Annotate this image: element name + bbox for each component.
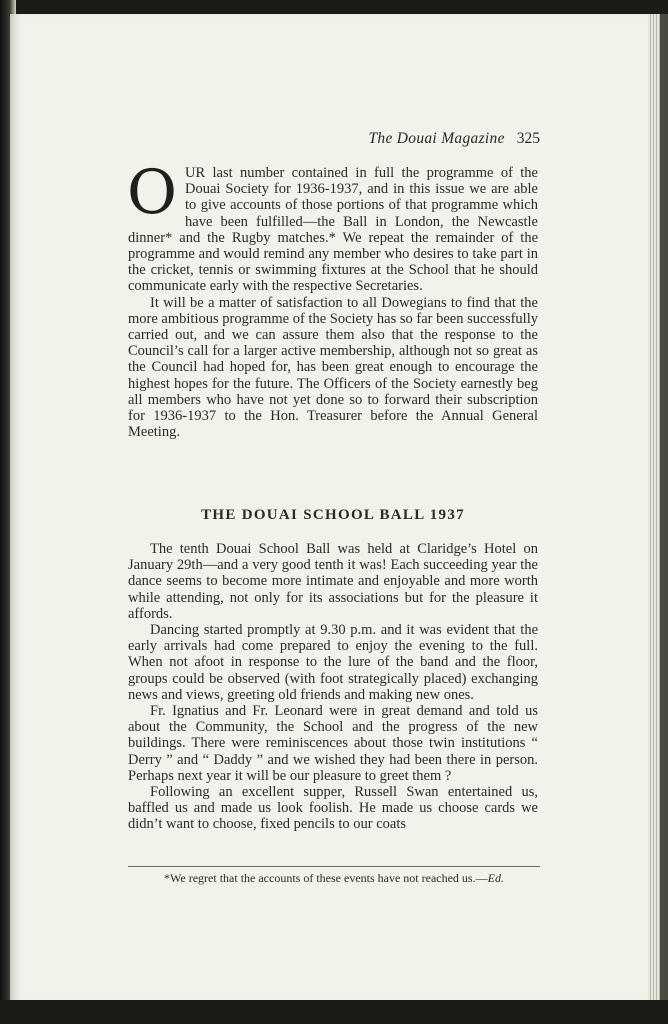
book-cover-edge bbox=[660, 14, 668, 1002]
footnote-text: *We regret that the accounts of these events have not reached us.— bbox=[164, 871, 488, 885]
ball-article-body bbox=[128, 541, 538, 833]
footnote-divider bbox=[128, 866, 540, 867]
page-number: 325 bbox=[516, 130, 540, 147]
footnote bbox=[128, 871, 540, 885]
intro-paragraph: It will be a matter of satisfaction to all Dowegians to find that the more ambitious programme of the Society has so far been successfully carried out, and we can assure them also that the response to the Council’s call for a larger active membership, although not so great as the Council had hoped for, has been great enough to encourage the highest hopes for the future. The Officers of the Society earnestly beg all members who have not yet done so to forward their subscription for 1936-1937 to the Hon. Treasurer before the Annual General Meeting. bbox=[128, 294, 538, 441]
article-heading: THE DOUAI SCHOOL BALL 1937 bbox=[201, 507, 465, 523]
article-paragraph: Fr. Ignatius and Fr. Leonard were in great demand and told us about the Community, the School and the progress of the new buildings. There were reminiscences about those twin institutions “ Derry ” and “ Daddy ” and we wished they had been there in person. Perhaps next year it will be our pleasure to greet them ? bbox=[128, 703, 538, 784]
intro-paragraph-text: UR last number contained in full the programme of the Douai Society for 1936-1937, and in this issue we are able to give accounts of those portions of that programme which have been fulfilled—the Ball in London, the Newcastle dinner* and the Rugby matches.* We repeat the remainder of the programme and would remind any member who desires to take part in the cricket, tennis or swimming fixtures at the School that he should communicate early with the respective Secretaries. bbox=[128, 165, 538, 295]
drop-cap: O bbox=[127, 157, 178, 228]
article-paragraph: The tenth Douai School Ball was held at Claridge’s Hotel on January 29th—and a very good tenth it was! Each succeeding year the dance seems to become more intimate and enjoyable and more worth while attending, not only for its associations but for the pleasure it affords. bbox=[128, 541, 538, 622]
scan-background-bottom bbox=[0, 1000, 668, 1024]
scan-background-top bbox=[0, 0, 668, 14]
running-header bbox=[352, 130, 540, 148]
article-paragraph: Following an excellent supper, Russell Swan entertained us, baffled us and made us look foolish. He made us choose cards we didn’t want to choose, fixed pencils to our coats bbox=[128, 784, 538, 833]
footnote-signature: Ed. bbox=[487, 871, 504, 885]
intro-section bbox=[127, 157, 538, 441]
intro-paragraph bbox=[127, 157, 538, 295]
article-paragraph: Dancing started promptly at 9.30 p.m. and it was evident that the early arrivals had come prepared to enjoy the evening to the full. When not afoot in response to the lure of the band and the floor, groups could be observed (with foot strategically placed) exchanging news and views, greeting old friends and making new ones. bbox=[128, 622, 538, 703]
magazine-title: The Douai Magazine bbox=[368, 130, 505, 147]
